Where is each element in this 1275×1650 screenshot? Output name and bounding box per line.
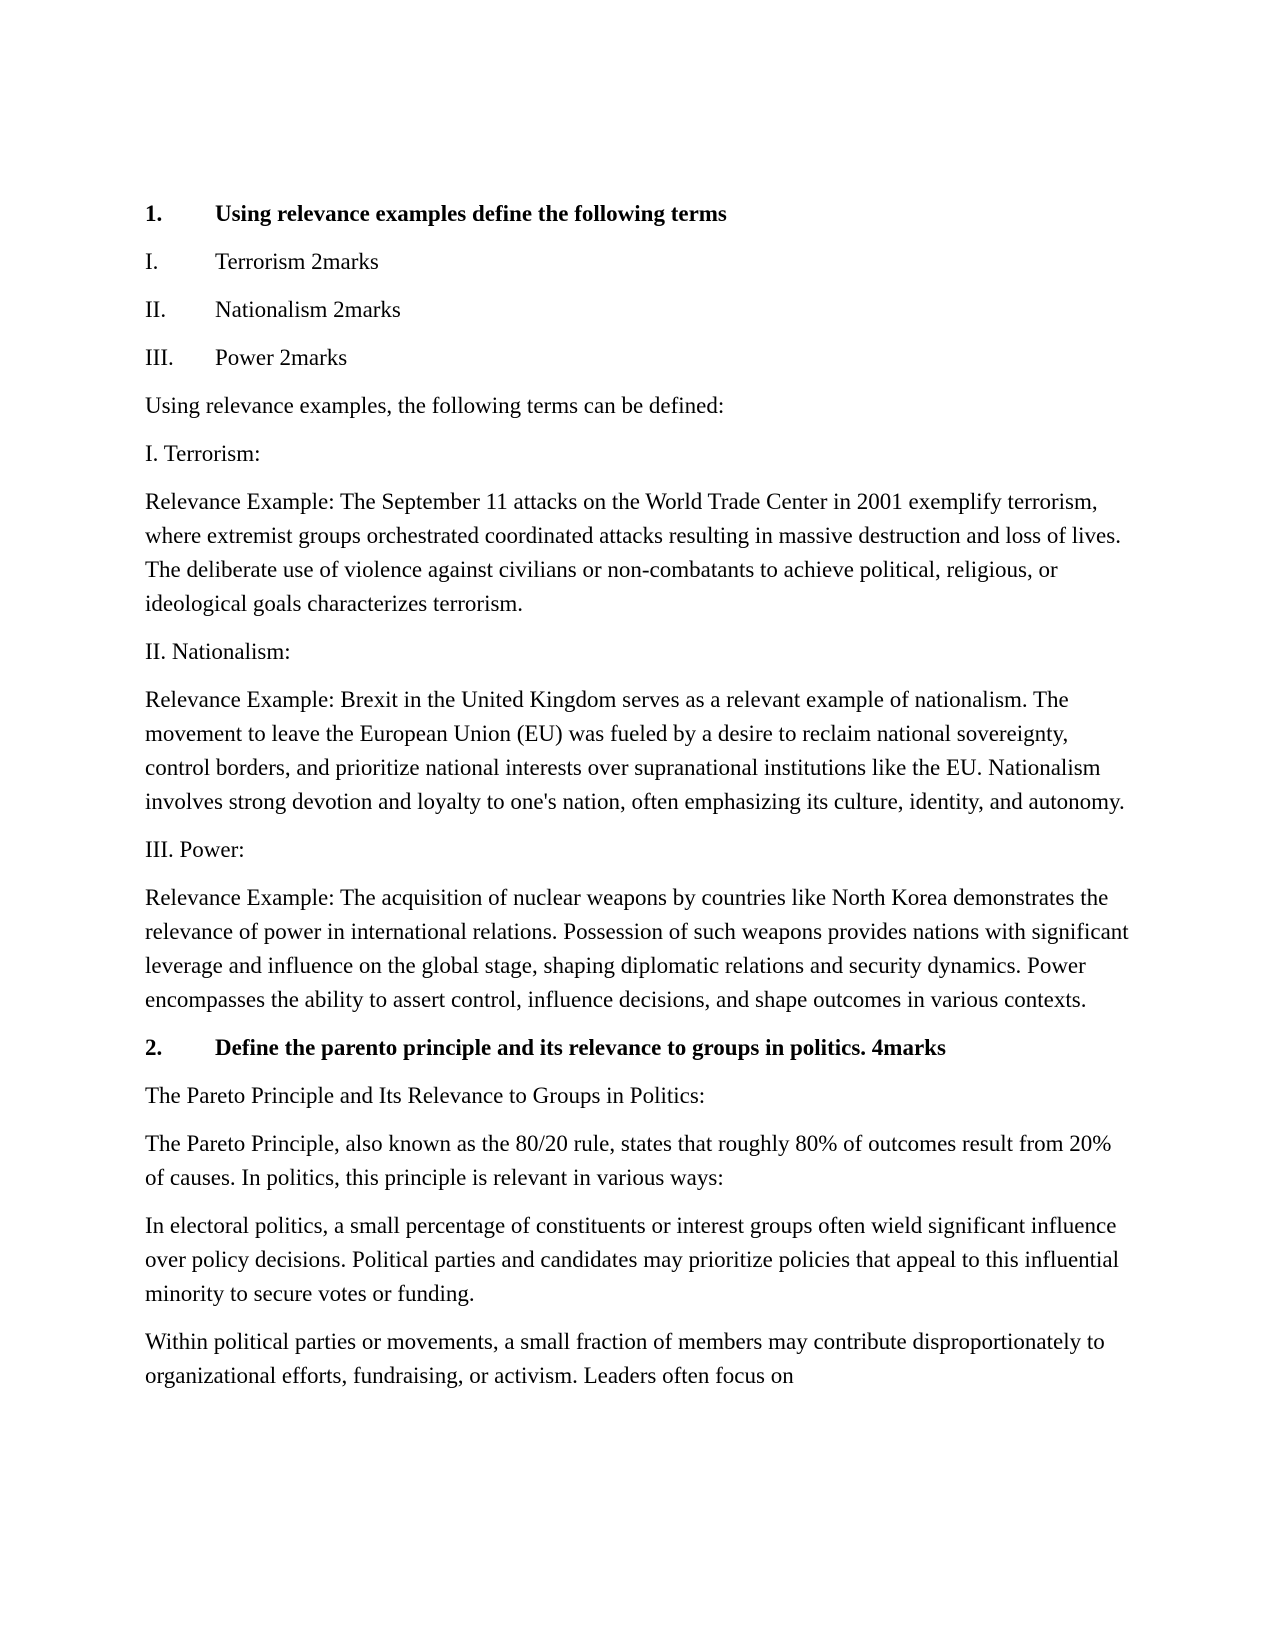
paragraph: Relevance Example: The September 11 attacks on the World Trade Center in 2001 exemplify terrorism, where extremist groups orchestrated coordinated attacks resulting in massive destruction and loss of lives. The deliberate use of violence against civilians or non-combatants to achieve political, religious, or ideological goals characterizes terrorism. [145, 489, 1121, 616]
question-heading [145, 197, 1130, 231]
list-item-text: Terrorism 2marks [215, 249, 379, 274]
paragraph: Using relevance examples, the following terms can be defined: [145, 393, 725, 418]
list-item [145, 293, 1130, 327]
heading-number: 2. [145, 1035, 163, 1060]
list-item-text: Power 2marks [215, 345, 348, 370]
list-item-number: III. [145, 345, 174, 370]
paragraph: II. Nationalism: [145, 639, 291, 664]
list-item-text: Nationalism 2marks [215, 297, 401, 322]
paragraph: Relevance Example: The acquisition of nuclear weapons by countries like North Korea demonstrates the relevance of power in international relations. Possession of such weapons provides nations with significant leverage and influence on the global stage, shaping diplomatic relations and security dynamics. Power encompasses the ability to assert control, influence decisions, and shape outcomes in various contexts. [145, 885, 1129, 1012]
paragraph: In electoral politics, a small percentage of constituents or interest groups often wield significant influence over policy decisions. Political parties and candidates may prioritize policies that appeal to this influential minority to secure votes or funding. [145, 1213, 1120, 1306]
list-item-number: I. [145, 249, 159, 274]
question-heading [145, 1031, 1130, 1065]
paragraph: I. Terrorism: [145, 441, 261, 466]
paragraph: The Pareto Principle, also known as the 80/20 rule, states that roughly 80% of outcomes result from 20% of causes. In politics, this principle is relevant in various ways: [145, 1131, 1112, 1190]
list-item [145, 245, 1130, 279]
heading-text: Using relevance examples define the following terms [215, 201, 727, 226]
list-item [145, 341, 1130, 375]
document-content [145, 197, 1130, 1393]
list-item-number: II. [145, 297, 167, 322]
paragraph: III. Power: [145, 837, 245, 862]
paragraph: Within political parties or movements, a small fraction of members may contribute disproportionately to organizational efforts, fundraising, or activism. Leaders often focus on [145, 1329, 1105, 1388]
paragraph: Relevance Example: Brexit in the United Kingdom serves as a relevant example of nationalism. The movement to leave the European Union (EU) was fueled by a desire to reclaim national sovereignty, control borders, and prioritize national interests over supranational institutions like the EU. Nationalism involves strong devotion and loyalty to one's nation, often emphasizing its culture, identity, and autonomy. [145, 687, 1125, 814]
paragraph: The Pareto Principle and Its Relevance to Groups in Politics: [145, 1083, 706, 1108]
heading-number: 1. [145, 201, 163, 226]
heading-text: Define the parento principle and its relevance to groups in politics. 4marks [215, 1035, 946, 1060]
